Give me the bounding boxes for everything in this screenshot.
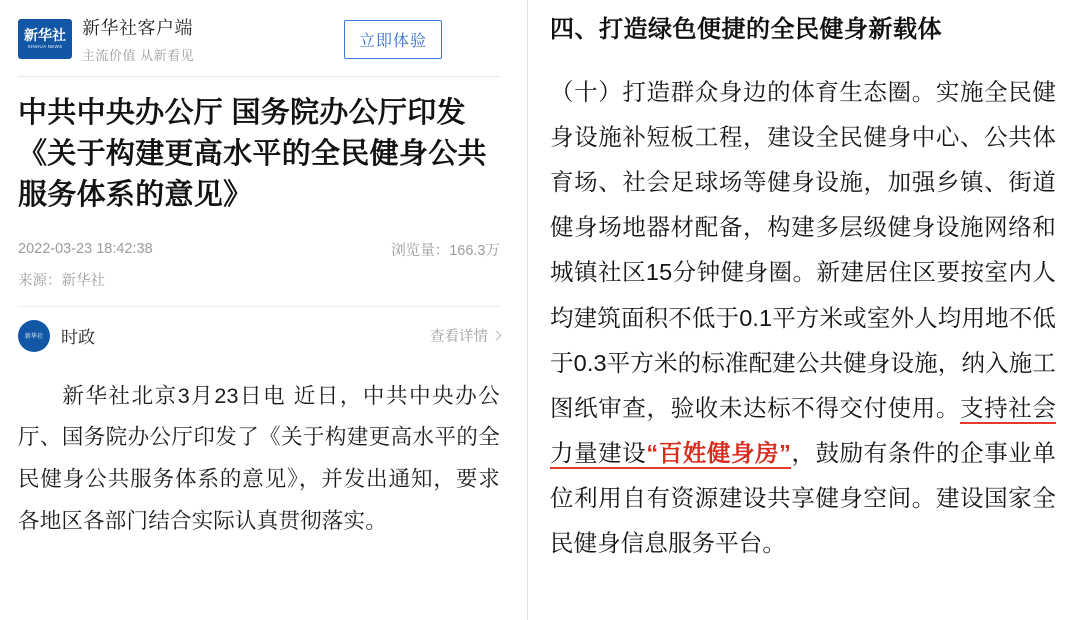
app-title: 新华社客户端 [82,18,193,38]
app-subtitle: 主流价值 从新看见 [82,48,195,63]
article-meta-row [18,239,500,260]
category-left-group[interactable] [18,320,95,352]
try-now-button[interactable]: 立即体验 [344,20,442,59]
article-body-left [18,376,500,544]
meta-divider [18,306,500,307]
header-divider [18,76,500,77]
brand-text-block [82,14,194,64]
article-body-left-text: 新华社北京3月23日电 近日，中共中央办公厅、国务院办公厅印发了《关于构建更高水平的全民健身公共服务体系的意见》，并发出通知，要求各地区各部门结合实际认真贯彻落实。 [18,383,500,534]
logo-chinese-text: 新华社 [24,27,66,44]
logo-english-text: XINHUA NEWS [27,44,63,50]
page-title: 中共中央办公厅 国务院办公厅印发《关于构建更高水平的全民健身公共服务体系的意见》 [18,97,487,212]
highlight-red-text: “百姓健身房” [646,440,791,469]
right-column [522,0,1080,620]
view-count [391,239,500,260]
article-body-right [550,70,1056,566]
avatar: 新华社 [18,320,50,352]
view-details-link[interactable] [430,325,500,346]
view-details-label: 查看详情 [430,329,488,346]
publish-datetime: 2022-03-23 18:42:38 [18,241,153,258]
body-part-2: ，鼓励有条件的企事业单位利用自有资源建设共享健身空间。建设国家全民健身信息服务平台。 [550,439,1056,557]
column-divider [527,0,528,620]
left-column [0,0,522,620]
body-part-1: （十）打造群众身边的体育生态圈。实施全民健身设施补短板工程，建设全民健身中心、公共体育场、社会足球场等健身设施，加强乡镇、街道健身场地器材配备，构建多层级健身设施网络和城镇社区15分钟健身圈。新建居住区要按室内人均建筑面积不低于0.1平方米或室外人均用地不低于0.3平方米的标准配建公共健身设施，纳入施工图纸审查，验收未达标不得交付使用。 [550,79,1056,421]
xinhua-logo-icon [18,19,72,59]
view-count-label: 浏览量： [391,242,450,259]
view-count-value: 166.3万 [449,242,500,259]
chevron-right-icon [492,331,502,341]
category-label: 时政 [61,328,95,348]
category-row [18,320,500,352]
article-source: 来源：新华社 [18,272,105,289]
app-brand-header [18,14,500,74]
highlight-underline-text: 支持社会力量建设 [550,395,1056,469]
section-heading: 四、打造绿色便捷的全民健身新载体 [550,16,942,43]
